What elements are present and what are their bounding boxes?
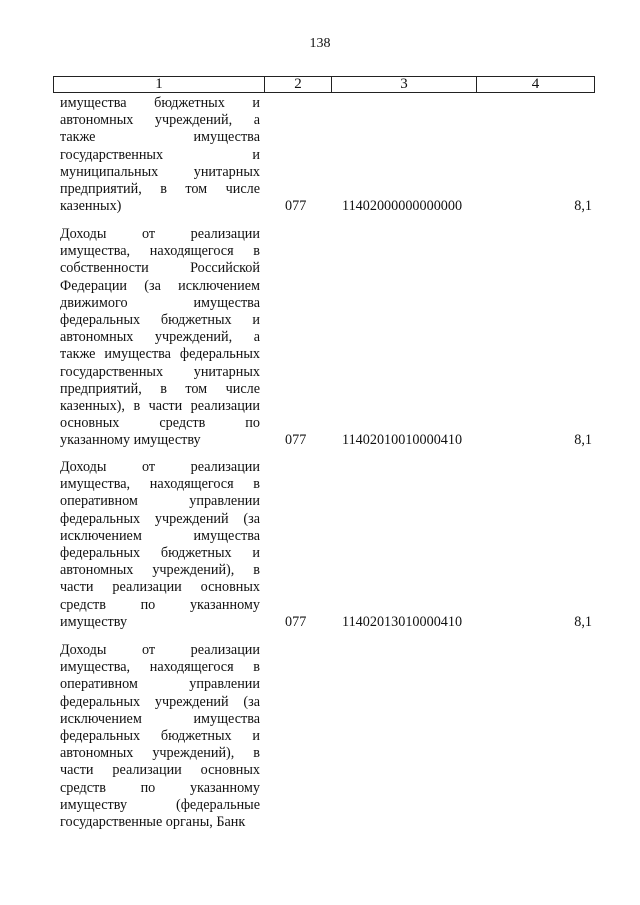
column-header-1: 1 (54, 77, 265, 93)
admin-code: 077 (285, 614, 307, 630)
description-line: имущества, находящегося в (60, 476, 260, 493)
description-line: имуществу (60, 613, 128, 630)
description-line: автономных учреждений, а (60, 329, 260, 346)
description-line: автономных учреждений), в (60, 745, 260, 762)
description-line: федеральных учреждений (за (60, 693, 260, 710)
amount-value: 8,1 (574, 614, 592, 630)
description-line: средств по указанному (60, 596, 260, 613)
description-line: федеральных бюджетных и (60, 727, 260, 744)
budget-code: 11402000000000000 (342, 198, 463, 214)
description-line: казенных) (60, 198, 122, 215)
description-line: части реализации основных (60, 762, 260, 779)
description-line: исключением имущества (60, 710, 260, 727)
row-description (60, 226, 260, 449)
description-line: федеральных учреждений (за (60, 510, 260, 527)
description-line: имуществу (федеральные (60, 796, 260, 813)
column-header-table (53, 76, 595, 93)
column-header-2: 2 (265, 77, 332, 93)
row-description (60, 642, 260, 831)
row-description (60, 95, 260, 215)
description-line: Доходы от реализации (60, 459, 260, 475)
amount-value: 8,1 (574, 432, 592, 448)
description-line: федеральных бюджетных и (60, 544, 260, 561)
row-description (60, 459, 260, 631)
description-line: казенных), в части реализации (60, 397, 260, 414)
budget-code: 11402013010000410 (342, 614, 463, 630)
description-line: Доходы от реализации (60, 226, 260, 242)
description-line: государственных унитарных (60, 363, 260, 380)
page-number: 138 (309, 36, 331, 51)
description-line: оперативном управлении (60, 676, 260, 693)
description-line: федеральных бюджетных и (60, 311, 260, 328)
description-line: части реализации основных (60, 579, 260, 596)
description-line: автономных учреждений, а (60, 112, 260, 129)
amount-value: 8,1 (574, 198, 592, 214)
description-line: средств по указанному (60, 779, 260, 796)
description-line: предприятий, в том числе (60, 180, 260, 197)
description-line: Доходы от реализации (60, 642, 260, 658)
description-line: государственных и (60, 146, 260, 163)
description-line: собственности Российской (60, 260, 260, 277)
description-line: исключением имущества (60, 527, 260, 544)
description-line: движимого имущества (60, 294, 260, 311)
budget-code: 11402010010000410 (342, 432, 463, 448)
description-line: также имущества федеральных (60, 346, 260, 363)
description-line: основных средств по (60, 415, 260, 432)
description-line: оперативном управлении (60, 493, 260, 510)
description-line: также имущества (60, 129, 260, 146)
admin-code: 077 (285, 198, 307, 214)
description-line: имущества, находящегося в (60, 659, 260, 676)
description-line: автономных учреждений), в (60, 562, 260, 579)
description-line: указанному имуществу (60, 432, 201, 449)
description-line: муниципальных унитарных (60, 163, 260, 180)
column-header-4: 4 (477, 77, 595, 93)
description-line: имущества, находящегося в (60, 243, 260, 260)
description-line: предприятий, в том числе (60, 380, 260, 397)
description-line: государственные органы, Банк (60, 813, 246, 830)
admin-code: 077 (285, 432, 307, 448)
description-line: имущества бюджетных и (60, 95, 260, 111)
description-line: Федерации (за исключением (60, 277, 260, 294)
column-header-3: 3 (332, 77, 477, 93)
